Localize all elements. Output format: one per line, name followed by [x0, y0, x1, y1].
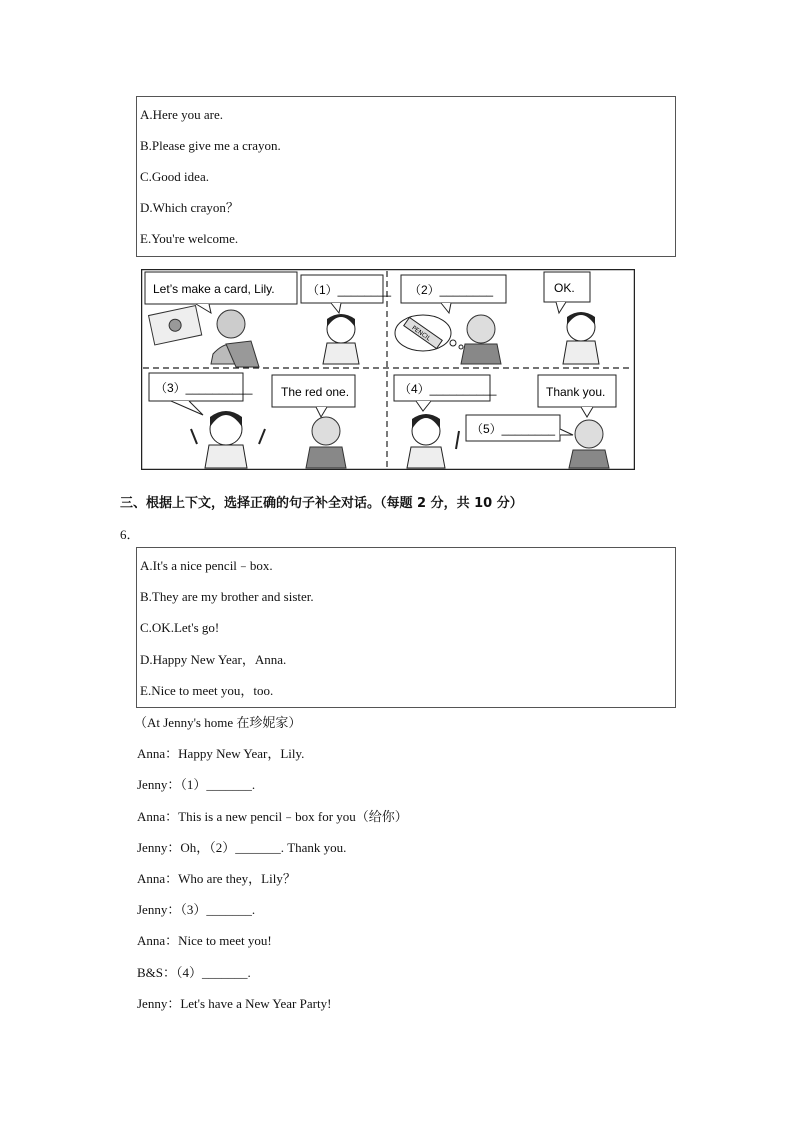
dialogue-line: Jenny：（3）_______.	[137, 902, 256, 917]
dialogue-line: Jenny：（1）_______.	[137, 777, 256, 792]
dialogue-line: Anna：Happy New Year，Lily.	[137, 746, 305, 761]
option-e: E.Nice to meet you，too.	[140, 683, 274, 698]
dialogue-line: Anna：This is a new pencil﹣box for you（给你）	[137, 809, 408, 824]
section-heading: 三、根据上下文，选择正确的句子补全对话。（每题 2 分，共 10 分）	[120, 496, 523, 511]
dialogue-line: Anna：Nice to meet you!	[137, 933, 272, 948]
bubble-6-text: The red one.	[281, 385, 350, 399]
bubble-2-text: （1）________	[307, 283, 392, 297]
option-d: D.Happy New Year，Anna.	[140, 652, 287, 667]
question-number: 6．	[120, 527, 140, 542]
bubble-1-text: Let’s make a card, Lily.	[153, 282, 275, 296]
bubble-9-text: （5）________	[471, 422, 556, 436]
dialogue-line: B&S：（4）_______.	[137, 965, 251, 980]
option-c: C.OK.Let's go!	[140, 620, 220, 635]
option-e: E.You're welcome.	[140, 231, 239, 246]
bubble-7-text: （4）__________	[399, 382, 497, 396]
option-a: A.Here you are.	[140, 107, 224, 122]
bubble-3-text: （2）________	[409, 283, 494, 297]
option-a: A.It's a nice pencil﹣box.	[140, 558, 273, 573]
dialogue-line: Jenny：Let's have a New Year Party!	[137, 996, 332, 1011]
option-b: B.They are my brother and sister.	[140, 589, 314, 604]
option-d: D.Which crayon？	[140, 200, 239, 215]
option-b: B.Please give me a crayon.	[140, 138, 281, 153]
option-c: C.Good idea.	[140, 169, 209, 184]
comic-strip	[141, 269, 635, 470]
bubble-8-text: Thank you.	[546, 385, 606, 399]
options-box-2	[136, 547, 676, 708]
bubble-5-text: （3）__________	[155, 381, 253, 395]
options-box-1	[136, 96, 676, 257]
dialogue-line: Jenny：Oh，（2）_______. Thank you.	[137, 840, 347, 855]
dialogue-line: Anna：Who are they，Lily？	[137, 871, 296, 886]
dialogue-line: （At Jenny's home 在珍妮家）	[134, 715, 302, 730]
crayon-label: PENCIL	[410, 324, 432, 343]
bubble-4-text: OK.	[554, 281, 575, 295]
